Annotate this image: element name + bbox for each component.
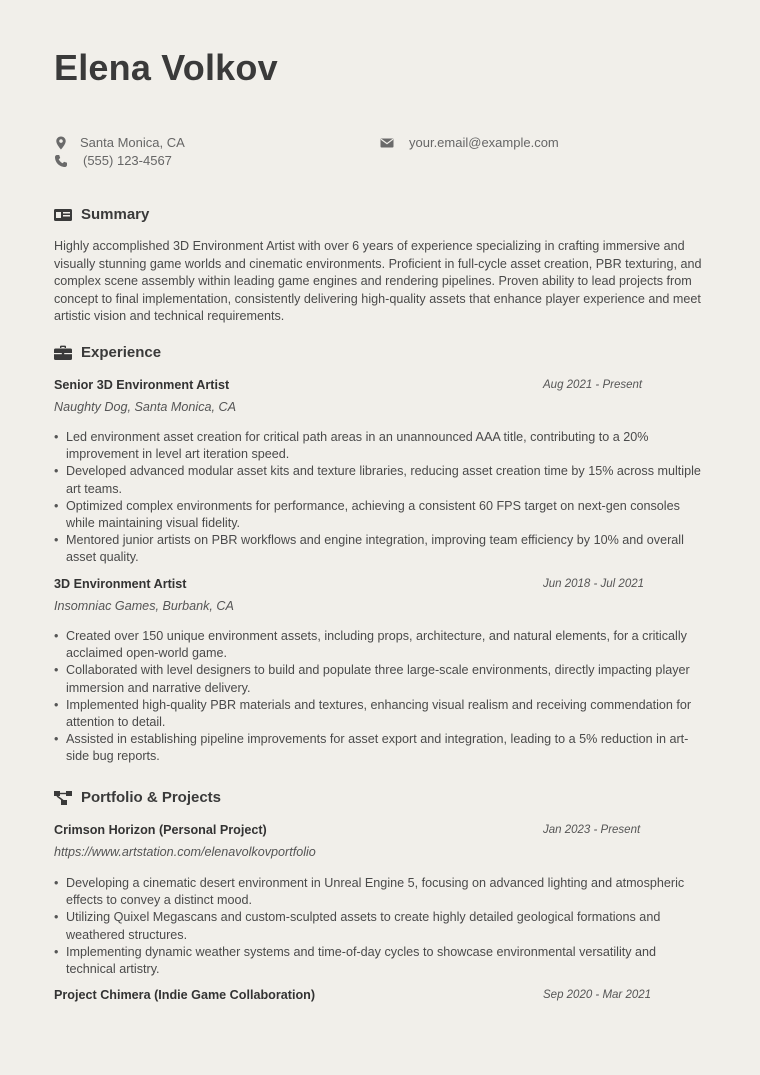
contact-phone — [54, 152, 354, 170]
bullet-item: • Developed advanced modular asset kits and texture libraries, reducing asset creation time by 15% across multiple art teams. — [54, 463, 706, 497]
project-link[interactable]: https://www.artstation.com/elenavolkovportfolio — [54, 845, 316, 859]
job-dates: Aug 2021 - Present — [543, 379, 643, 391]
job-company: Insomniac Games, Burbank, CA — [54, 599, 234, 613]
bullet-item: • Created over 150 unique environment assets, including props, architecture, and natural elements, for a critically acclaimed open-world game. — [54, 628, 706, 662]
portfolio-title: Portfolio & Projects — [81, 789, 222, 806]
map-pin-icon — [54, 136, 68, 150]
project-name: Project Chimera (Indie Game Collaboration) — [54, 988, 316, 1002]
email-link[interactable]: your.email@example.com — [409, 135, 559, 150]
summary-heading — [54, 204, 254, 226]
briefcase-icon — [54, 345, 72, 361]
job-bullets — [54, 628, 706, 766]
project-bullets — [54, 875, 706, 978]
project-diagram-icon — [54, 790, 72, 806]
id-card-icon — [54, 207, 72, 223]
phone-text: (555) 123-4567 — [83, 153, 172, 168]
bullet-item: • Assisted in establishing pipeline improvements for asset export and integration, leading to a 5% reduction in art-side bug reports. — [54, 731, 706, 765]
bullet-item: • Developing a cinematic desert environment in Unreal Engine 5, focusing on advanced lighting and atmospheric effects to convey a distinct mood. — [54, 875, 706, 909]
experience-heading — [54, 342, 254, 364]
job-bullets — [54, 429, 706, 567]
location-text: Santa Monica, CA — [80, 135, 185, 150]
project-dates: Sep 2020 - Mar 2021 — [543, 989, 652, 1001]
job-dates: Jun 2018 - Jul 2021 — [543, 578, 645, 590]
project-name: Crimson Horizon (Personal Project) — [54, 823, 267, 837]
bullet-item: • Mentored junior artists on PBR workflows and engine integration, improving team efficiency by 10% and overall asset quality. — [54, 532, 706, 566]
job-role: Senior 3D Environment Artist — [54, 378, 230, 392]
bullet-item: • Optimized complex environments for performance, achieving a consistent 60 FPS target on next-gen consoles while maintaining visual fidelity. — [54, 498, 706, 532]
summary-text: Highly accomplished 3D Environment Artist with over 6 years of experience specializing in crafting immersive and visually stunning game worlds and cinematic environments. Proficient in full-cycle asset creation, PBR texturing, and complex scene assembly within leading game engines and rendering pipelines. Proven ability to lead projects from concept to final implementation, consistently delivering high-quality assets that enhance player experience and meet artistic vision and technical requirements. — [54, 239, 702, 323]
portfolio-heading — [54, 787, 314, 809]
bullet-item: • Utilizing Quixel Megascans and custom-sculpted assets to create highly detailed geological formations and weathered structures. — [54, 909, 706, 943]
bullet-item: • Implementing dynamic weather systems and time-of-day cycles to showcase environmental versatility and technical artistry. — [54, 944, 706, 978]
contact-email[interactable] — [380, 134, 640, 152]
envelope-icon — [380, 136, 394, 150]
experience-title: Experience — [81, 344, 162, 361]
phone-icon — [54, 154, 68, 168]
job-company: Naughty Dog, Santa Monica, CA — [54, 400, 237, 414]
summary-title: Summary — [81, 206, 150, 223]
bullet-item: • Led environment asset creation for critical path areas in an unannounced AAA title, contributing to a 20% improvement in level art iteration speed. — [54, 429, 706, 463]
candidate-name: Elena Volkov — [54, 47, 278, 88]
job-role: 3D Environment Artist — [54, 577, 187, 591]
project-dates: Jan 2023 - Present — [543, 824, 641, 836]
bullet-item: • Implemented high-quality PBR materials and textures, enhancing visual realism and receiving commendation for attention to detail. — [54, 697, 706, 731]
contact-location — [54, 134, 354, 152]
bullet-item: • Collaborated with level designers to build and populate three large-scale environments, directly impacting player immersion and narrative delivery. — [54, 662, 706, 696]
